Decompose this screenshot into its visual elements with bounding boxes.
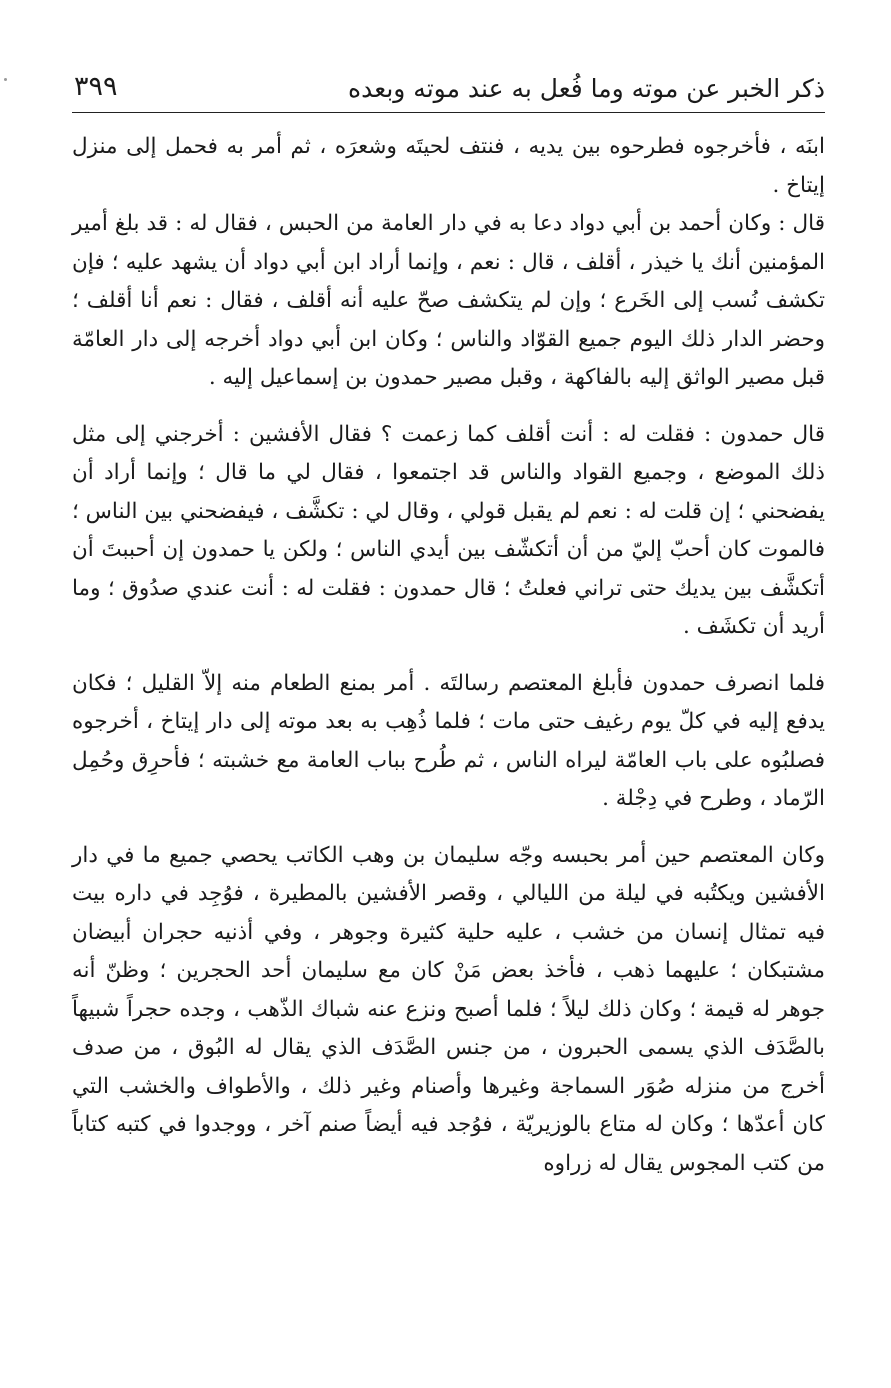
paragraph-3: قال حمدون : فقلت له : أنت أقلف كما زعمت ؟ فقال الأفشين : أخرجني إلى مثل ذلك الموضع ، وجميع القواد والناس قد اجتمعوا ، فقال لي ما قال ؛ وإنما أراد أن يفضحني ؛ إن قلت له : نعم لم يقبل قولي ، وقال لي : تكشَّف ، فيفضحني بين الناس ؛ فالموت كان أحبّ إليّ من أن أتكشّف بين أيدي الناس ؛ ولكن يا حمدون إن أحببتَ أن أتكشَّف بين يديك حتى تراني فعلتُ ؛ قال حمدون : فقلت له : أنت عندي صدُوق ؛ وما أريد أن تكشَف . <box>72 421 825 639</box>
page-header <box>72 66 825 113</box>
paragraph-1: ابنَه ، فأخرجوه فطرحوه بين يديه ، فنتف لحيتَه وشعرَه ، ثم أمر به فحمل إلى منزل إيتاخ . <box>72 134 825 198</box>
body-text <box>72 128 825 1183</box>
paragraph-5: وكان المعتصم حين أمر بحبسه وجّه سليمان بن وهب الكاتب يحصي جميع ما في دار الأفشين ويكتُبه في ليلة من الليالي ، وقصر الأفشين بالمطيرة ، فوُجِد في داره بيت فيه تمثال إنسان من خشب ، عليه حلية كثيرة وجوهر ، وفي أذنيه حجران أبيضان مشتبكان ؛ عليهما ذهب ، فأخذ بعض مَنْ كان مع سليمان أحد الحجرين ؛ وظنّ أنه جوهر له قيمة ؛ وكان ذلك ليلاً ؛ فلما أصبح ونزع عنه شباك الذّهب ، وجده حجراً شبيهاً بالصَّدَف الذي يسمى الحبرون ، من جنس الصَّدَف الذي يقال له البُوق ، من صدف أخرج من منزله صُوَر السماجة وغيرها وأصنام وغير ذلك ، والأطواف والخشب التي كان أعدّها ؛ وكان له متاع بالوزيريّة ، فوُجد فيه أيضاً صنم آخر ، ووجدوا في كتبه كتاباً من كتب المجوس يقال له زراوه <box>72 842 825 1176</box>
paragraph-4: فلما انصرف حمدون فأبلغ المعتصم رسالتَه . أمر بمنع الطعام منه إلاّ القليل ؛ فكان يدفع إليه في كلّ يوم رغيف حتى مات ؛ فلما ذُهِب به بعد موته إلى دار إيتاخ ، أخرجوه فصلبُوه على باب العامّة ليراه الناس ، ثم طُرح بباب العامة مع خشبته ؛ فأحرِق وحُمِل الرّماد ، وطرح في دِجْلة . <box>72 670 825 811</box>
margin-speck <box>4 78 7 81</box>
running-title: ذكر الخبر عن موته وما فُعل به عند موته وبعده <box>348 74 825 103</box>
paragraph-2: قال : وكان أحمد بن أبي دواد دعا به في دار العامة من الحبس ، فقال له : قد بلغ أمير المؤمنين أنك يا خيذر ، أقلف ، قال : نعم ، وإنما أراد ابن أبي دواد أن يشهد عليه ؛ فإن تكشف نُسب إلى الخَرع ؛ وإن لم يتكشف صحّ عليه أنه أقلف ، فقال : نعم أنا أقلف ؛ وحضر الدار ذلك اليوم جميع القوّاد والناس ؛ وكان ابن أبي دواد أخرجه إلى دار العامّة قبل مصير الواثق إليه بالفاكهة ، وقبل مصير حمدون بن إسماعيل إليه . <box>72 211 825 390</box>
page-number: ٣٩٩ <box>74 71 118 102</box>
